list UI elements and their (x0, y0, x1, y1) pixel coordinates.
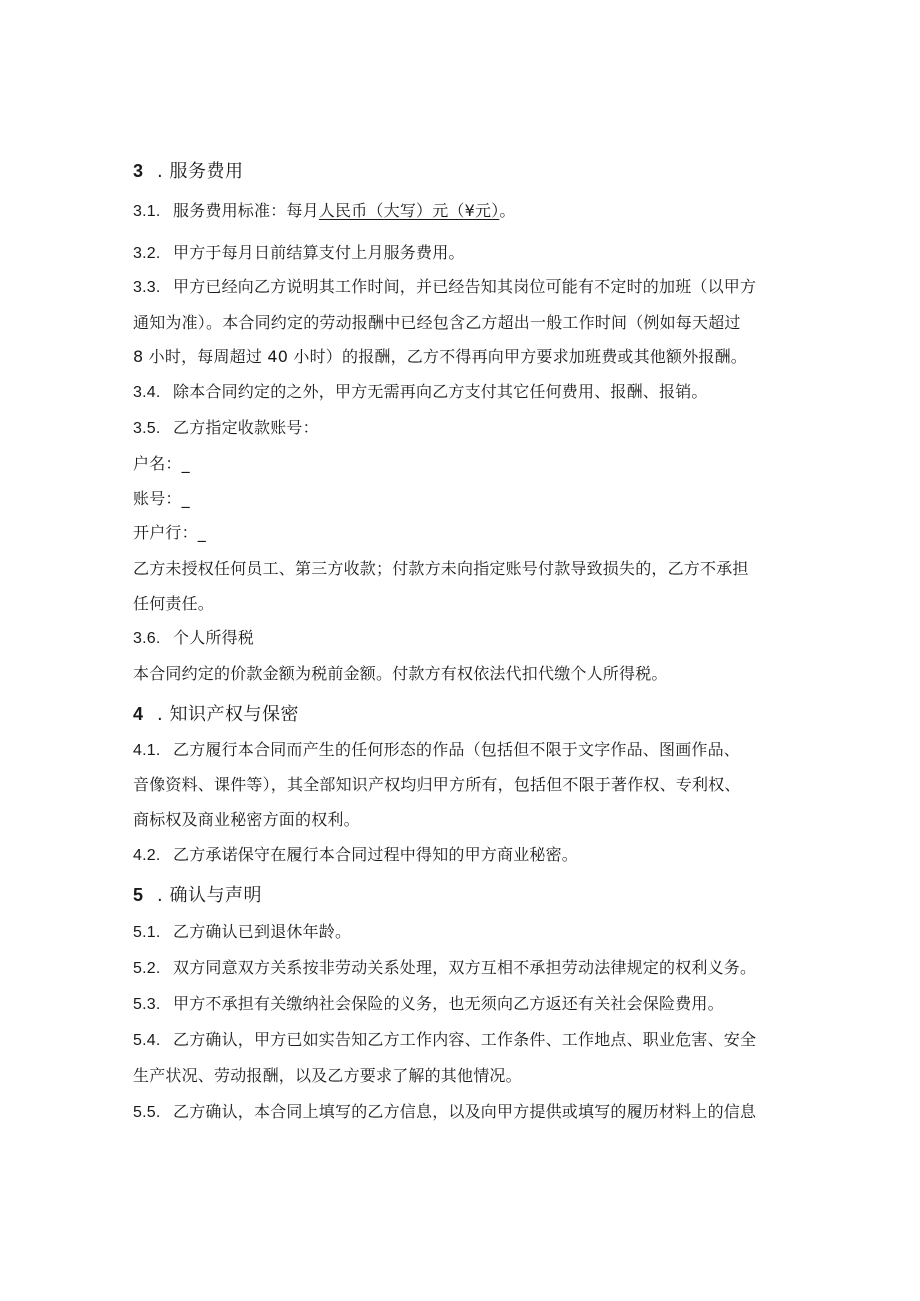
account-name-field: 户名：_ (133, 454, 190, 473)
clause-number: 5.5. (133, 1104, 161, 1121)
clause-number: 3.3. (133, 279, 161, 296)
clause-5-4-line-2: 生产状况、劳动报酬，以及乙方要求了解的其他情况。 (133, 1066, 522, 1085)
clause-5-2 (133, 958, 756, 979)
clause-text: 乙方确认，甲方已如实告知乙方工作内容、工作条件、工作地点、职业危害、安全 (173, 1030, 757, 1049)
clause-number: 5.3. (133, 996, 161, 1013)
clause-number: 3.6. (133, 630, 161, 647)
clause-3-1 (133, 201, 516, 222)
clause-number: 3.5. (133, 420, 161, 437)
clause-text: 个人所得税 (173, 628, 255, 647)
clause-3-3-line-2: 通知为准）。本合同约定的劳动报酬中已经包含乙方超出一般工作时间（例如每天超过 (133, 313, 741, 332)
clause-text: 双方同意双方关系按非劳动关系处理，双方互相不承担劳动法律规定的权利义务。 (173, 958, 757, 977)
clause-number: 3.1. (133, 203, 161, 220)
clause-4-1 (133, 740, 740, 761)
clause-4-1-line-3: 商标权及商业秘密方面的权利。 (133, 810, 360, 829)
section-number: 5 (133, 885, 144, 905)
clause-3-3-line-3: 8 小时，每周超过 40 小时）的报酬，乙方不得再向甲方要求加班费或其他额外报酬。 (133, 347, 747, 366)
clause-number: 3.2. (133, 245, 161, 262)
clause-4-2 (133, 845, 578, 866)
clause-number: 4.1. (133, 742, 161, 759)
clause-number: 5.4. (133, 1032, 161, 1049)
section-5-heading (133, 884, 262, 907)
clause-text: 服务费用标准：每月 (173, 201, 319, 220)
clause-text: 除本合同约定的之外，甲方无需再向乙方支付其它任何费用、报酬、报销。 (173, 382, 708, 401)
clause-text: 甲方不承担有关缴纳社会保险的义务，也无须向乙方返还有关社会保险费用。 (173, 994, 724, 1013)
clause-5-3 (133, 994, 724, 1015)
section-title: . 知识产权与保密 (157, 704, 299, 725)
payment-note-line-1: 乙方未授权任何员工、第三方收款；付款方未向指定账号付款导致损失的，乙方不承担 (133, 559, 749, 578)
clause-text: 乙方确认已到退休年龄。 (173, 922, 352, 941)
clause-5-4 (133, 1030, 756, 1051)
clause-number: 5.1. (133, 924, 161, 941)
account-number-field: 账号：_ (133, 489, 190, 508)
tax-note: 本合同约定的价款金额为税前金额。付款方有权依法代扣代缴个人所得税。 (133, 664, 668, 683)
clause-4-1-line-2: 音像资料、课件等），其全部知识产权均归甲方所有，包括但不限于著作权、专利权、 (133, 775, 741, 794)
section-4-heading (133, 703, 299, 726)
clause-text: 乙方履行本合同而产生的任何形态的作品（包括但不限于文字作品、图画作品、 (173, 740, 741, 759)
clause-3-2 (133, 243, 465, 264)
clause-3-5 (133, 418, 319, 439)
clause-number: 3.4. (133, 384, 161, 401)
clause-number: 4.2. (133, 847, 161, 864)
clause-number: 5.2. (133, 960, 161, 977)
clause-text: 乙方确认，本合同上填写的乙方信息，以及向甲方提供或填写的履历材料上的信息 (173, 1102, 757, 1121)
section-title: . 确认与声明 (157, 885, 262, 906)
clause-text-end: 。 (499, 201, 516, 220)
clause-5-5 (133, 1102, 756, 1123)
clause-text: 甲方于每月日前结算支付上月服务费用。 (173, 243, 465, 262)
section-number: 4 (133, 704, 144, 724)
section-title: . 服务费用 (157, 161, 244, 182)
clause-3-6 (133, 628, 254, 649)
clause-3-3 (133, 277, 756, 298)
clause-5-1 (133, 922, 351, 943)
clause-3-4 (133, 382, 708, 403)
bank-field: 开户行：_ (133, 523, 207, 542)
clause-text: 乙方承诺保守在履行本合同过程中得知的甲方商业秘密。 (173, 845, 579, 864)
section-number: 3 (133, 161, 144, 181)
payment-note-line-2: 任何责任。 (133, 594, 215, 613)
fee-blank-underlined: 人民币（大写）元（¥元） (318, 201, 500, 220)
clause-text: 乙方指定收款账号： (173, 418, 319, 437)
section-3-heading (133, 160, 243, 183)
clause-text: 甲方已经向乙方说明其工作时间，并已经告知其岗位可能有不定时的加班（以甲方 (173, 277, 757, 296)
